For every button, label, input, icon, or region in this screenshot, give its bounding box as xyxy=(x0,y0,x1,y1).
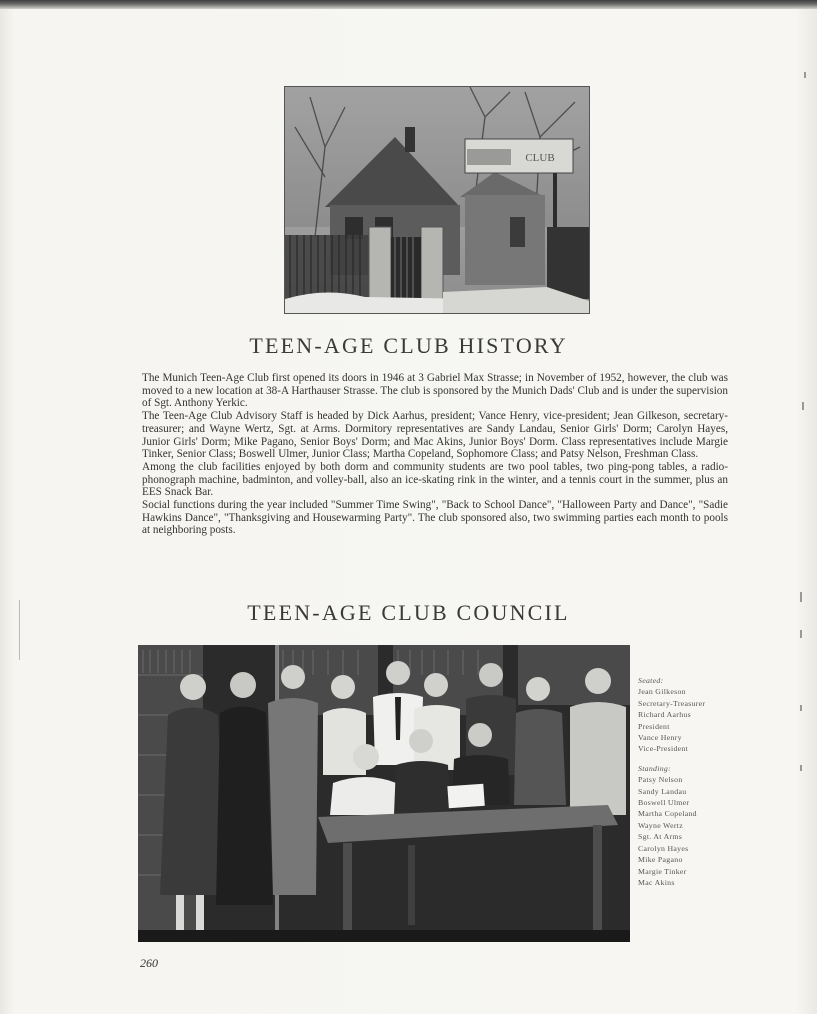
caption-line: Wayne Wertz xyxy=(638,820,683,830)
caption-line: Vance Henry xyxy=(638,733,682,743)
caption-line: Jean Gilkeson xyxy=(638,687,686,697)
council-photo xyxy=(138,645,630,942)
history-paragraph: The Munich Teen-Age Club first opened its doors in 1946 at 3 Gabriel Max Strasse; in November of 1952, however, the club was moved to a new location at 38-A Harthauser Strasse. The club is sponsored by the Munich Dads' Club and is under the supervision of Sgt. Anthony Yerkic. xyxy=(142,372,728,410)
caption-line: Mac Akins xyxy=(638,877,675,887)
clubhouse-photo xyxy=(284,86,590,314)
scan-mark xyxy=(19,600,20,660)
caption-standing-heading: Standing: xyxy=(638,763,672,773)
scan-mark xyxy=(800,592,802,602)
caption-line: President xyxy=(638,721,670,731)
council-caption xyxy=(638,675,730,888)
scan-mark xyxy=(804,72,806,78)
caption-line: Margie Tinker xyxy=(638,866,687,876)
caption-line: Vice-President xyxy=(638,744,689,754)
history-paragraph: Among the club facilities enjoyed by both dorm and community students are two pool tables, two ping-pong tables, a radio-phonograph machine, badminton, and volley-ball, also an ice-skating rink in the winter, and a tennis court in the summer, plus an EES Snack Bar. xyxy=(142,460,728,499)
history-heading: TEEN-AGE CLUB HISTORY xyxy=(249,333,568,358)
caption-line: Sgt. At Arms xyxy=(638,832,683,842)
caption-seated-heading: Seated: xyxy=(638,676,664,685)
scan-mark xyxy=(802,402,804,410)
caption-line: Patsy Nelson xyxy=(638,775,683,785)
caption-line: Sandy Landau xyxy=(638,786,687,796)
page-number: 260 xyxy=(140,956,158,970)
history-paragraph: Social functions during the year included "Summer Time Swing", "Back to School Dance", "Halloween Party and Dance", "Sadie Hawkins Dance", "Thanksgiving and Housewarming Party". The club sponsored also, two swimming parties each month to pools at neighboring posts. xyxy=(142,499,728,537)
scan-mark xyxy=(800,765,802,771)
council-heading: TEEN-AGE CLUB COUNCIL xyxy=(247,600,570,625)
club-sign-text: CLUB xyxy=(525,152,555,164)
caption-line: Richard Aarhus xyxy=(638,710,691,720)
caption-line: Secretary-Treasurer xyxy=(638,698,706,708)
caption-line: Mike Pagano xyxy=(638,855,683,865)
caption-line: Boswell Ulmer xyxy=(638,798,690,808)
caption-line: Carolyn Hayes xyxy=(638,843,689,853)
scan-top-edge xyxy=(0,0,817,9)
scan-mark xyxy=(800,630,802,638)
history-paragraph: The Teen-Age Club Advisory Staff is headed by Dick Aarhus, president; Vance Henry, vice-president; Jean Gilkeson, secretary-treasurer; and Wayne Wertz, Sgt. at Arms. Dormitory representatives are Sandy Landau, Senior Girls' Dorm; Carolyn Hayes, Junior Girls' Dorm; Mike Pagano, Senior Boys' Dorm; and Mac Akins, Junior Boys' Dorm. Class representatives include Margie Tinker, Senior Class; Boswell Ulmer, Junior Class; Martha Copeland, Sophomore Class; and Patsy Nelson, Freshman Class. xyxy=(142,410,728,461)
scan-mark xyxy=(800,705,802,711)
caption-line: Martha Copeland xyxy=(638,809,697,819)
history-body xyxy=(142,372,728,537)
